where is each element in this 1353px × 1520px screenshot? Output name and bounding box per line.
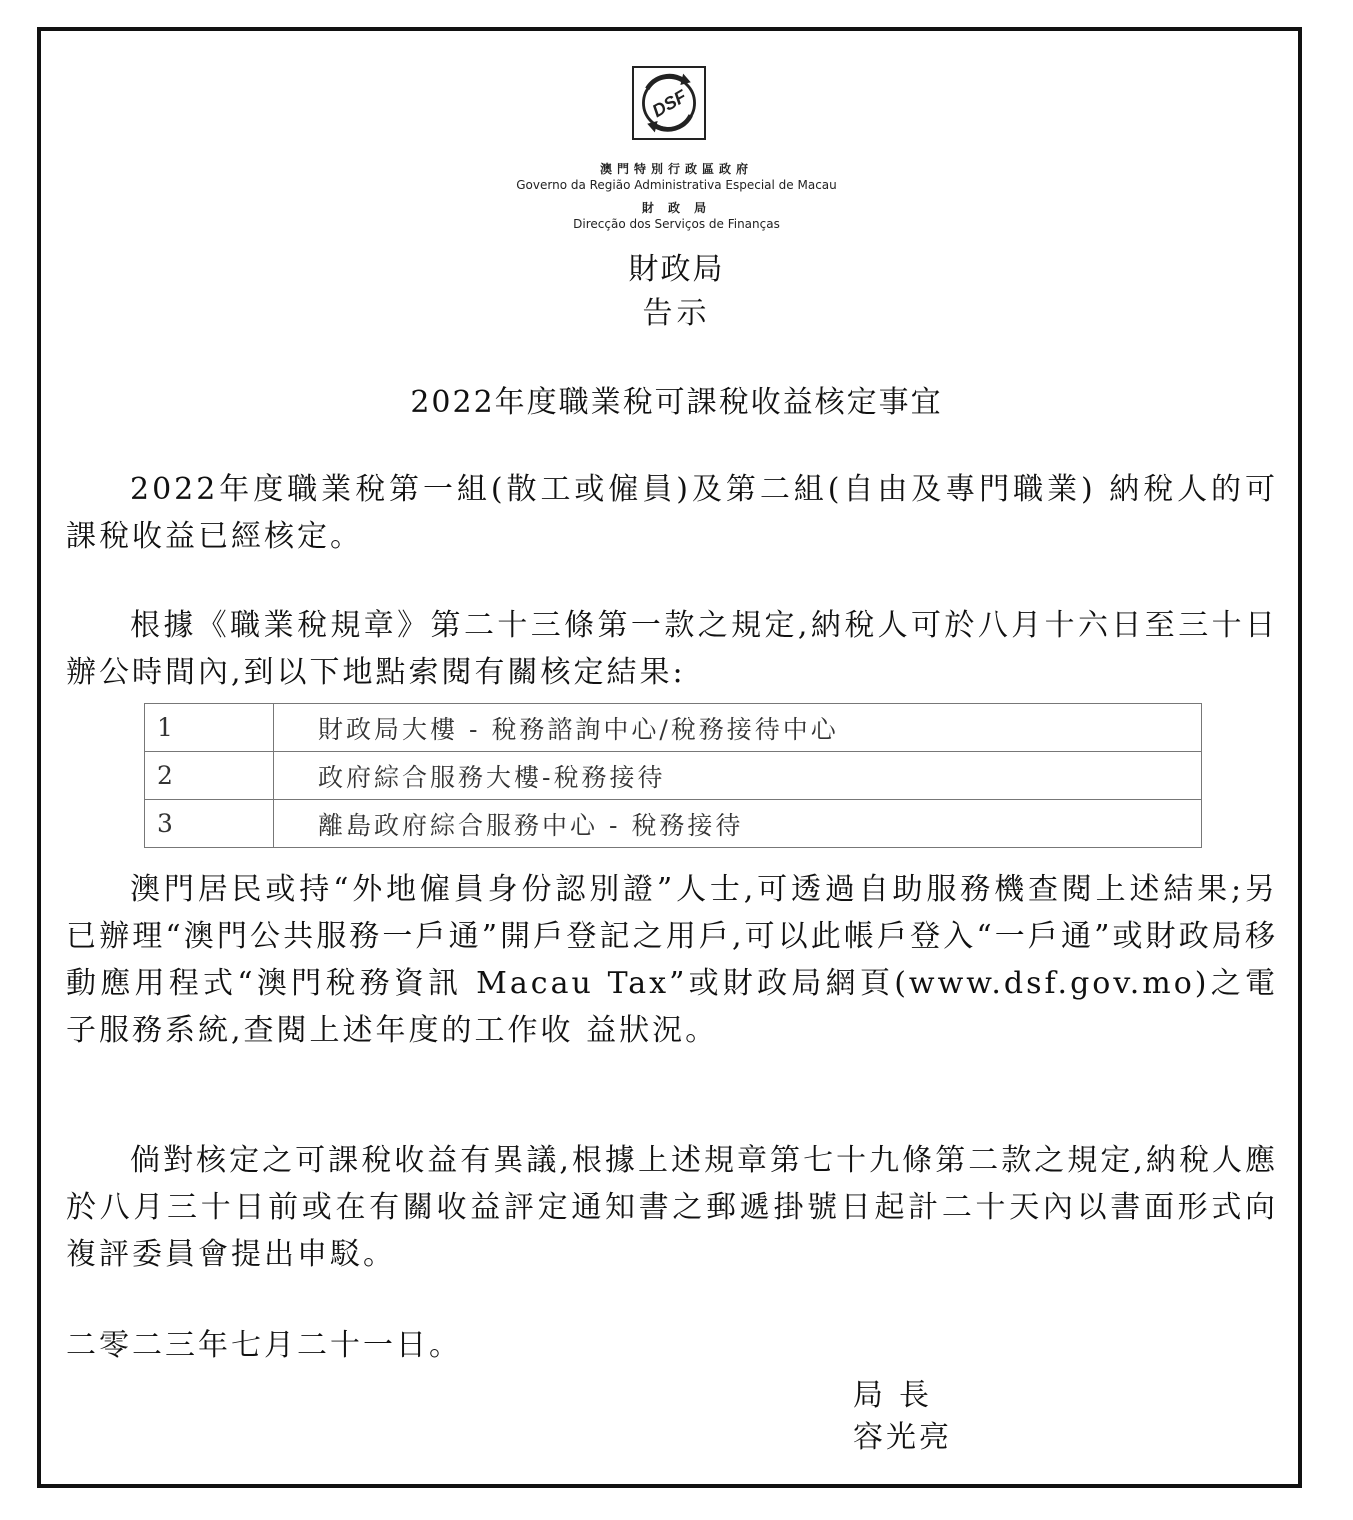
location-number: 1 (145, 704, 274, 752)
location-number: 2 (145, 752, 274, 800)
location-name: 離島政府綜合服務中心 - 稅務接待 (274, 800, 1202, 848)
signatory-title: 局長 (853, 1378, 945, 1413)
issuer-title: 財政局 (628, 252, 725, 287)
paragraph-assessment: 2022年度職業稅第一組(散工或僱員)及第二組(自由及專門職業) 納稅人的可課稅收益已經核定。 (66, 472, 1278, 554)
paragraph-objection: 倘對核定之可課稅收益有異議,根據上述規章第七十九條第二款之規定,納稅人應於八月三十日前或在有關收益評定通知書之郵遞掛號日起計二十天內以書面形式向複評委員會提出申駁。 (66, 1143, 1278, 1272)
location-name: 財政局大樓 - 稅務諮詢中心/稅務接待中心 (274, 704, 1202, 752)
location-name: 政府綜合服務大樓-稅務接待 (274, 752, 1202, 800)
table-row (145, 704, 1202, 752)
locations-table (144, 703, 1202, 848)
department-name-zh: 財 政 局 (641, 201, 712, 215)
table-row (145, 752, 1202, 800)
dsf-logo (632, 66, 706, 140)
notice-subject: 2022年度職業稅可課稅收益核定事宜 (410, 385, 943, 420)
table-row (145, 800, 1202, 848)
signatory-name: 容光亮 (853, 1420, 952, 1455)
dsf-logo-emblem-icon (634, 68, 704, 138)
government-name-zh: 澳門特別行政區政府 (599, 162, 753, 176)
logo-text: DSF (648, 85, 690, 122)
paragraph-online-access: 澳門居民或持“外地僱員身份認別證”人士,可透過自助服務機查閱上述結果;另已辦理“澳門公共服務一戶通”開戶登記之用戶,可以此帳戶登入“一戶通”或財政局移動應用程式“澳門稅務資訊 Macau Tax”或財政局網頁(www.dsf.gov.mo)之電子服務系統,查閱上述年度的工作收 益狀況。 (66, 872, 1278, 1048)
notice-title: 告示 (642, 296, 711, 331)
government-name-pt: Governo da Região Administrativa Especial de Macau (516, 178, 837, 192)
location-number: 3 (145, 800, 274, 848)
paragraph-locations-intro: 根據《職業稅規章》第二十三條第一款之規定,納稅人可於八月十六日至三十日辦公時間內,到以下地點索閱有關核定結果: (66, 608, 1278, 690)
department-name-pt: Direcção dos Serviços de Finanças (573, 217, 780, 231)
notice-date: 二零二三年七月二十一日。 (66, 1328, 462, 1363)
